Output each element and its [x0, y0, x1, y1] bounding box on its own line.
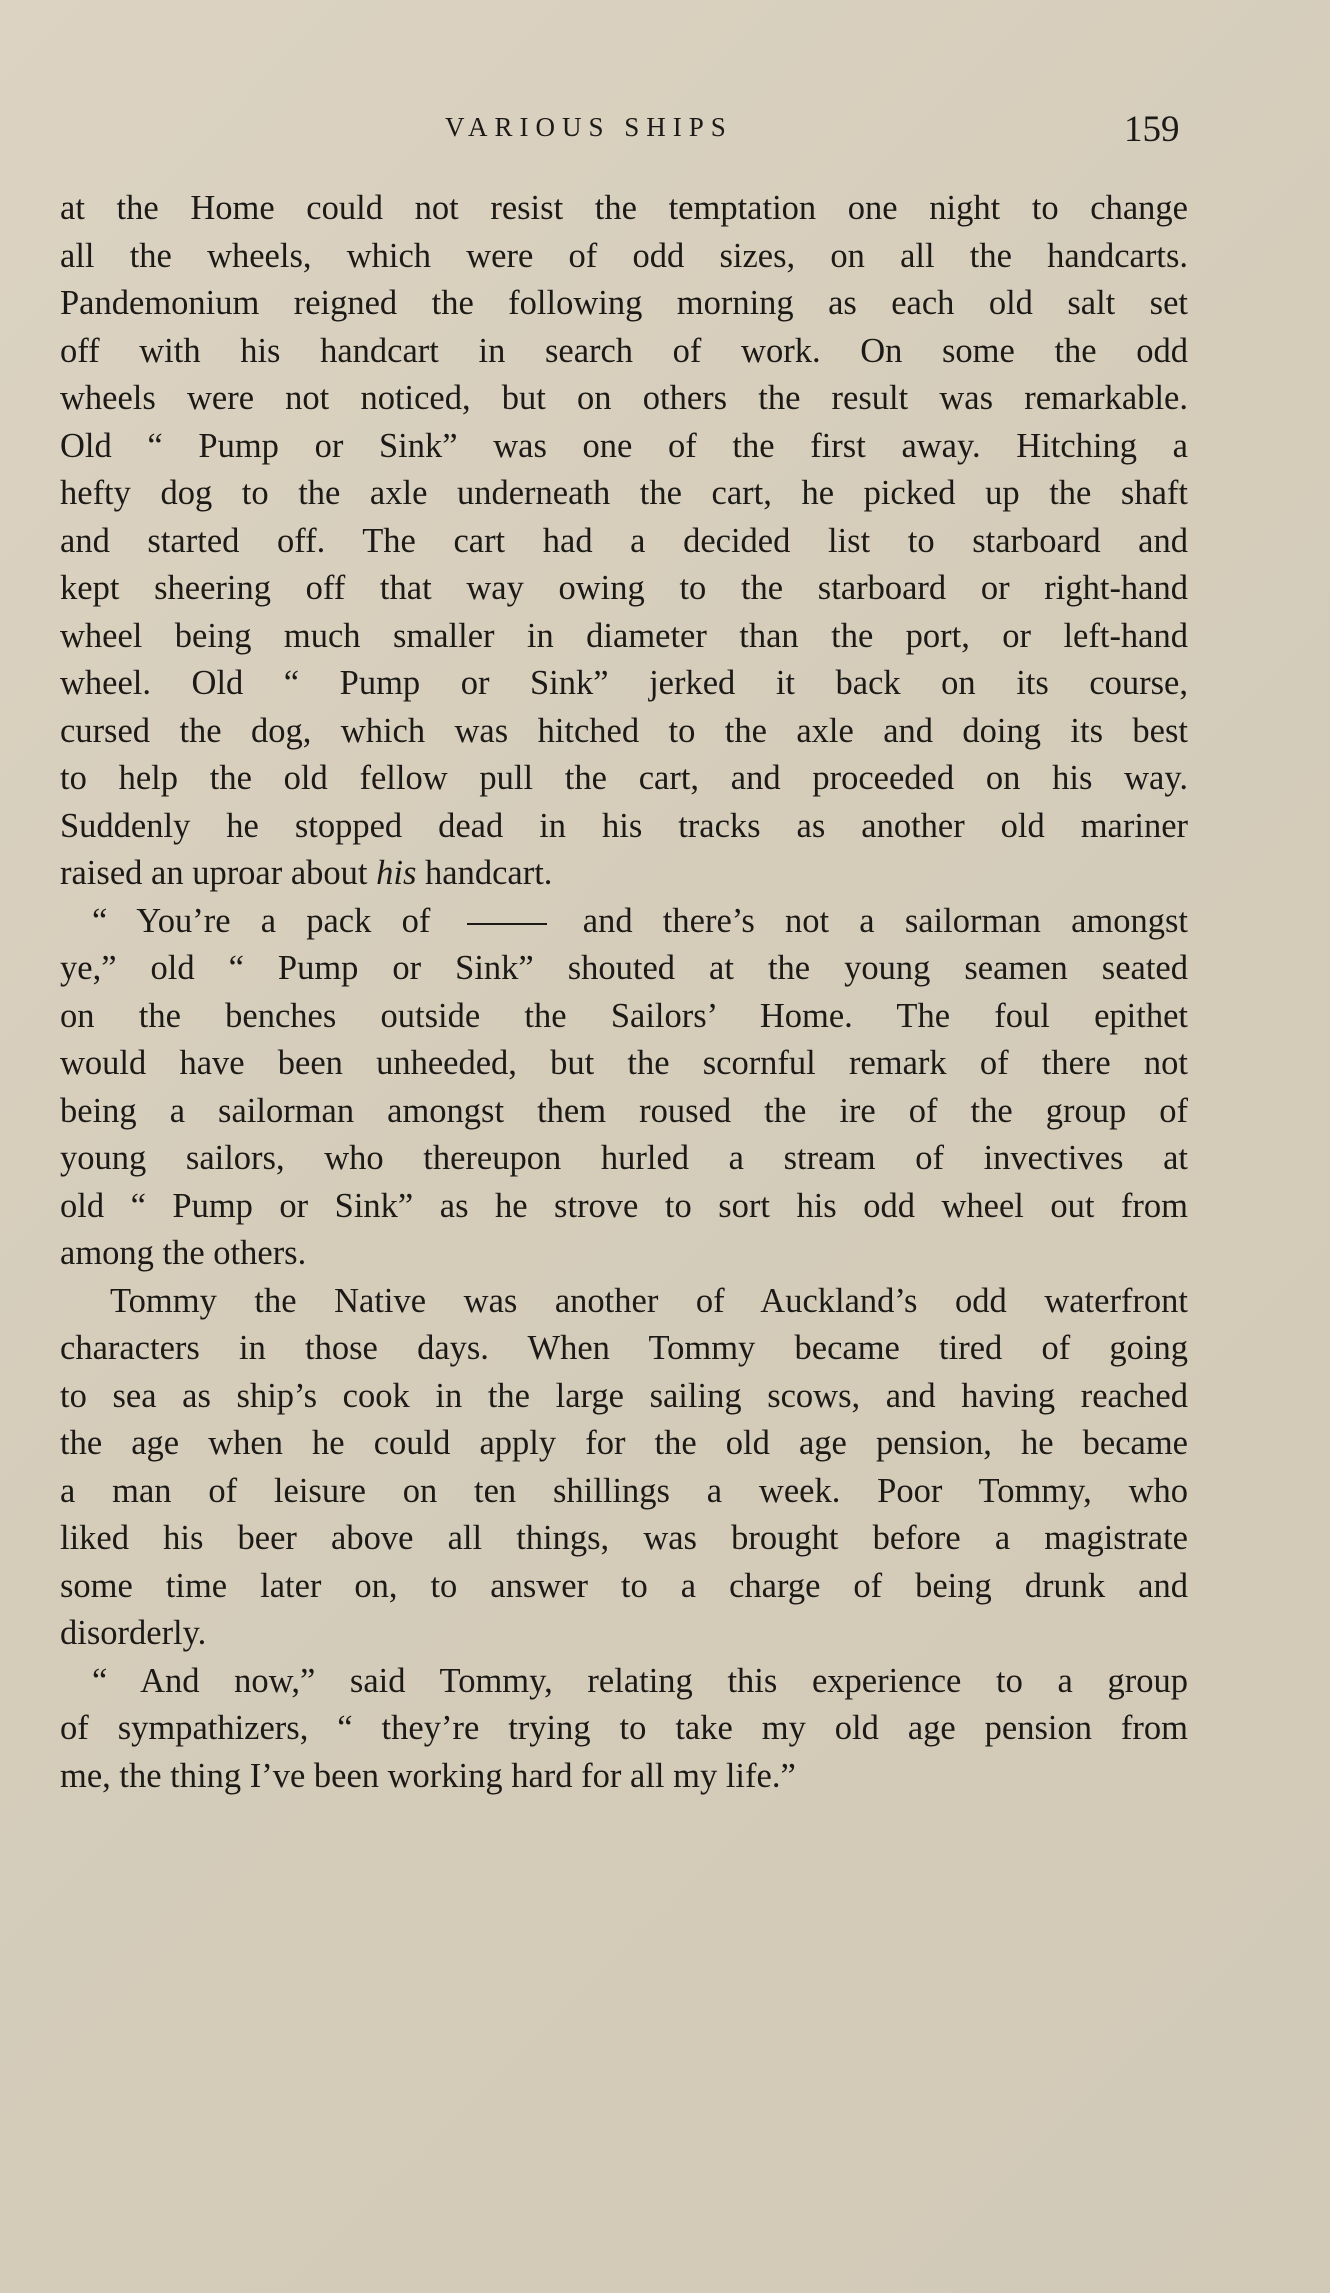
text-line: the age when he could apply for the old age pension, he became	[60, 1424, 1188, 1462]
text-line: some time later on, to answer to a charge of being drunk and	[60, 1566, 1188, 1605]
text-line: to help the old fellow pull the cart, and proceeded on his way.	[60, 759, 1188, 797]
text-line: and started off. The cart had a decided list to starboard and	[60, 521, 1188, 560]
text-line: among the others.	[60, 1234, 307, 1272]
text-line	[60, 898, 1188, 946]
text-line: characters in those days. When Tommy became tired of going	[60, 1329, 1188, 1367]
text-line: hefty dog to the axle underneath the cart, he picked up the shaft	[60, 474, 1188, 512]
text-line: liked his beer above all things, was brought before a magistrate	[60, 1519, 1188, 1557]
running-head	[0, 110, 1330, 150]
text-line: Old “ Pump or Sink” was one of the first away. Hitching a	[60, 426, 1188, 465]
text-line: would have been unheeded, but the scornful remark of there not	[60, 1044, 1188, 1082]
text-run: handcart.	[416, 854, 553, 892]
paragraph-1	[60, 185, 1188, 898]
text-line: wheel. Old “ Pump or Sink” jerked it back on its course,	[60, 664, 1188, 702]
text-line: Tommy the Native was another of Auckland’s odd waterfront	[110, 1281, 1188, 1320]
text-line: Suddenly he stopped dead in his tracks as another old mariner	[60, 806, 1188, 845]
body-text	[60, 185, 1188, 1800]
text-line: Pandemonium reigned the following morning as each old salt set	[60, 284, 1188, 322]
paragraph-4	[60, 1658, 1188, 1801]
text-line: a man of leisure on ten shillings a week. Poor Tommy, who	[60, 1471, 1188, 1510]
text-run: and there’s not a sailorman amongst	[582, 901, 1188, 940]
text-line: off with his handcart in search of work. On some the odd	[60, 331, 1188, 370]
text-line: being a sailorman amongst them roused the ire of the group of	[60, 1091, 1188, 1130]
paragraph-2	[60, 898, 1188, 1278]
paragraph-3	[60, 1278, 1188, 1658]
text-line: wheels were not noticed, but on others the result was remarkable.	[60, 379, 1188, 417]
text-line: disorderly.	[60, 1614, 207, 1652]
text-line: “ And now,” said Tommy, relating this experience to a group	[92, 1661, 1188, 1700]
text-line: at the Home could not resist the temptation one night to change	[60, 189, 1188, 227]
text-line: on the benches outside the Sailors’ Home. The foul epithet	[60, 996, 1188, 1035]
text-line: ye,” old “ Pump or Sink” shouted at the young seamen seated	[60, 949, 1188, 987]
page-number: 159	[1124, 109, 1180, 150]
text-line: wheel being much smaller in diameter than the port, or left-hand	[60, 616, 1188, 655]
text-line: all the wheels, which were of odd sizes, on all the handcarts.	[60, 236, 1188, 275]
running-title: VARIOUS SHIPS	[445, 112, 733, 142]
text-line: young sailors, who thereupon hurled a stream of invectives at	[60, 1139, 1188, 1177]
text-run: raised an uproar about	[60, 854, 377, 892]
em-dash-rule	[467, 923, 547, 925]
text-line: old “ Pump or Sink” as he strove to sort his odd wheel out from	[60, 1186, 1188, 1225]
text-run: “ You’re a pack of	[92, 901, 431, 940]
text-line: to sea as ship’s cook in the large sailing scows, and having reached	[60, 1376, 1188, 1415]
text-line: kept sheering off that way owing to the starboard or right-hand	[60, 569, 1188, 607]
italic-word: his	[376, 854, 417, 892]
text-line: of sympathizers, “ they’re trying to take my old age pension from	[60, 1709, 1188, 1747]
text-line: cursed the dog, which was hitched to the axle and doing its best	[60, 711, 1188, 750]
text-line	[60, 850, 1188, 898]
text-line: me, the thing I’ve been working hard for all my life.”	[60, 1756, 796, 1795]
